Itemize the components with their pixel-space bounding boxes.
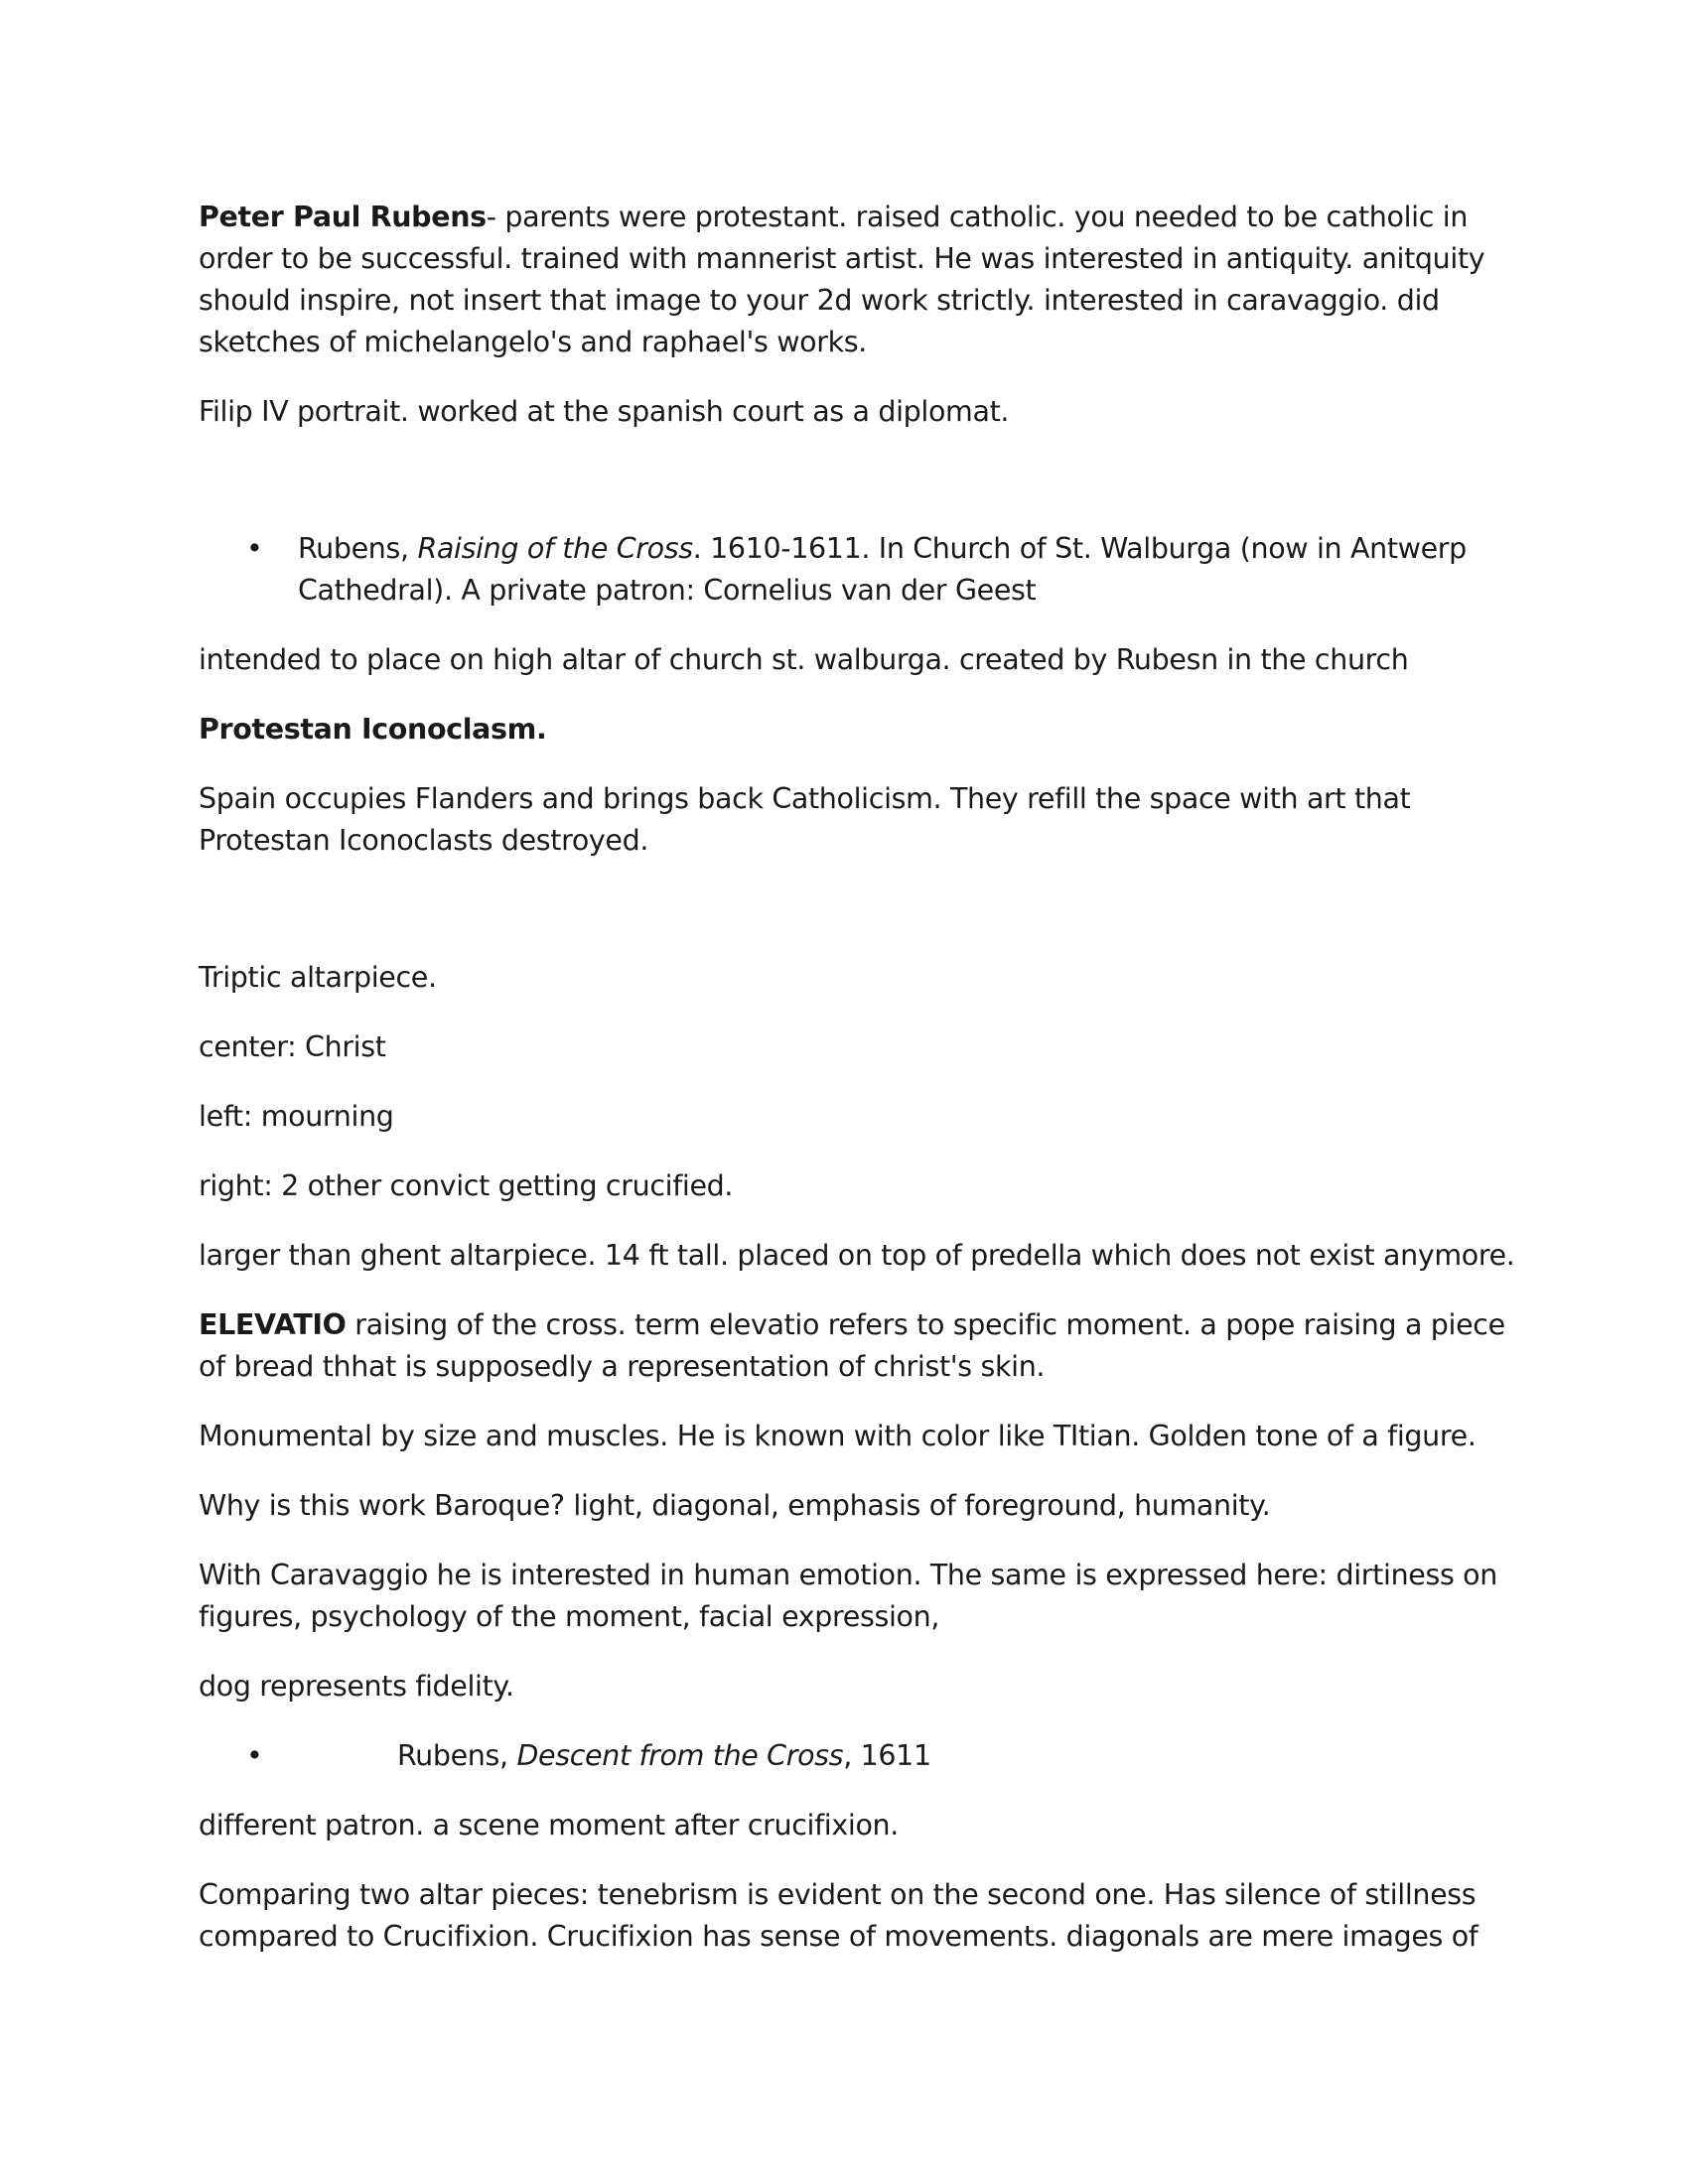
paragraph-left: left: mourning <box>199 1100 394 1133</box>
artwork-title: Descent from the Cross <box>516 1739 844 1772</box>
bullet-icon: • <box>246 532 263 565</box>
document-page <box>199 197 1529 1985</box>
bullet-icon: • <box>246 1739 263 1772</box>
paragraph-high-altar: intended to place on high altar of church st. walburga. created by Rubesn in the church <box>199 643 1409 676</box>
paragraph-spain-flanders: Spain occupies Flanders and brings back Catholicism. They refill the space with art that Protestan Iconoclasts destroyed. <box>199 782 1411 857</box>
bullet-descent-from-the-cross <box>199 1735 1529 1777</box>
heading-protestant-iconoclasm: Protestan Iconoclasm. <box>199 713 547 746</box>
bullet-details: . 1610-1611. In Church of St. Walburga (now in Antwerp Cathedral). A private patron: Cornelius van der Geest <box>298 532 1467 607</box>
term-elevatio: ELEVATIO <box>199 1308 347 1341</box>
bullet-details: , 1611 <box>843 1739 931 1772</box>
paragraph-dog: dog represents fidelity. <box>199 1670 514 1703</box>
paragraph-rubens-intro <box>199 197 1529 363</box>
paragraph-triptic: Triptic altarpiece. <box>199 961 437 994</box>
heading-peter-paul-rubens: Peter Paul Rubens <box>199 201 487 233</box>
paragraph-different-patron: different patron. a scene moment after crucifixion. <box>199 1809 899 1842</box>
bullet-raising-of-the-cross <box>199 528 1529 612</box>
paragraph-filip-portrait: Filip IV portrait. worked at the spanish court as a diplomat. <box>199 395 1010 428</box>
paragraph-baroque: Why is this work Baroque? light, diagonal, emphasis of foreground, humanity. <box>199 1489 1271 1522</box>
bullet-prefix: Rubens, <box>397 1739 517 1772</box>
paragraph-larger: larger than ghent altarpiece. 14 ft tall. placed on top of predella which does not exist anymore. <box>199 1239 1515 1272</box>
paragraph-right: right: 2 other convict getting crucified. <box>199 1169 734 1202</box>
paragraph-caravaggio: With Caravaggio he is interested in human emotion. The same is expressed here: dirtiness on figures, psychology of the moment, facial expression, <box>199 1559 1497 1633</box>
paragraph-monumental: Monumental by size and muscles. He is known with color like TItian. Golden tone of a figure. <box>199 1420 1477 1452</box>
elevatio-text: raising of the cross. term elevatio refers to specific moment. a pope raising a piece of bread thhat is supposedly a representation of christ's skin. <box>199 1308 1505 1383</box>
paragraph-center: center: Christ <box>199 1030 386 1063</box>
paragraph-comparing: Comparing two altar pieces: tenebrism is evident on the second one. Has silence of stillness compared to Crucifixion. Crucifixion has sense of movements. diagonals are mere images of <box>199 1878 1478 1953</box>
intro-text: - parents were protestant. raised catholic. you needed to be catholic in order to be successful. trained with mannerist artist. He was interested in antiquity. anitquity should inspire, not insert that image to your 2d work strictly. interested in caravaggio. did sketches of michelangelo's and raphael's works. <box>199 201 1485 358</box>
artwork-title: Raising of the Cross <box>417 532 693 565</box>
spacer <box>199 889 1529 957</box>
spacer <box>199 461 1529 528</box>
bullet-text <box>199 1735 1529 1777</box>
bullet-prefix: Rubens, <box>298 532 418 565</box>
bullet-text <box>199 528 1529 612</box>
paragraph-elevatio <box>199 1304 1529 1388</box>
